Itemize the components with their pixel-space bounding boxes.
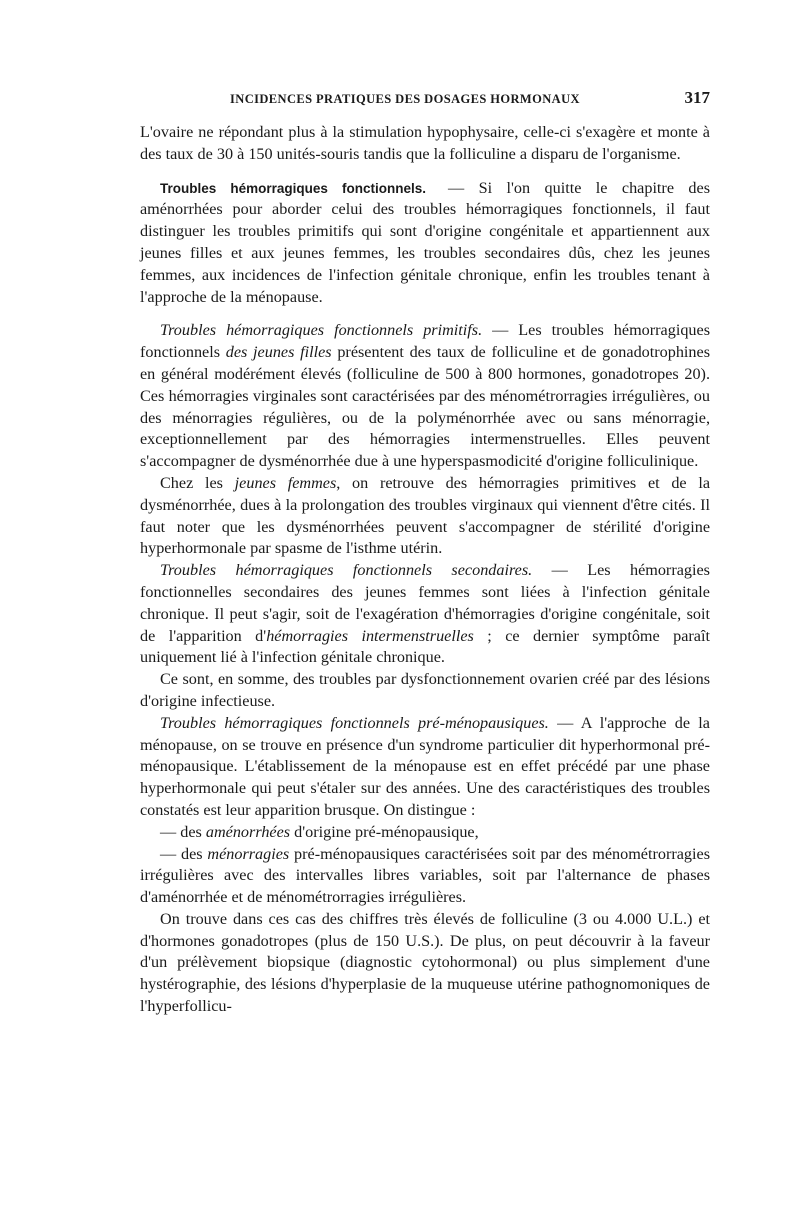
emphasis: ménorragies <box>207 844 290 863</box>
paragraph-text: — A l'approche de la ménopause, on se trouve en présence d'un syndrome particulier dit hyperhormonal pré-ménopausique. L'établissement de la ménopause est en effet précédé par une phase hyperhormonale qui peut s'étaler sur des années. Une des caractéristiques des troubles constatés est leur apparition brusque. On distingue : <box>140 713 710 819</box>
paragraph-secondary-troubles <box>140 560 710 669</box>
subsection-heading: Troubles hémorragiques fonctionnels pré-ménopausiques. <box>160 713 549 732</box>
emphasis: des jeunes filles <box>225 343 332 362</box>
section-heading: Troubles hémorragiques fonctionnels. <box>160 180 427 196</box>
list-item-menorrhagia <box>140 844 710 909</box>
paragraph-functional-hemorrhagic-troubles <box>140 178 710 309</box>
paragraph-text: — Les hémorragies fonctionnelles secondaires des jeunes femmes sont liées à l'infection génitale chronique. Il peut s'agir, soit de l'exagération d'hémorragies d'origine congénitale, soit de l'apparition d' <box>140 561 710 645</box>
paragraph-text: L'ovaire ne répondant plus à la stimulation hypophysaire, celle-ci s'exagère et monte à des taux de 30 à 150 unités-souris tandis que la folliculine a disparu de l'organisme. <box>140 123 710 163</box>
list-text: — des <box>160 822 206 841</box>
paragraph-young-women <box>140 473 710 560</box>
paragraph-text: — Si l'on quitte le chapitre des aménorrhées pour aborder celui des troubles hémorragiques fonctionnels, il faut distinguer les troubles primitifs qui sont d'origine congénitale et appartiennent aux jeunes filles et aux jeunes femmes, les troubles secondaires dûs, chez les jeunes femmes, aux incidences de l'infection génitale chronique, enfin les troubles tenant à l'approche de la ménopause. <box>140 178 710 306</box>
paragraph-text: présentent des taux de folliculine et de gonadotrophines en général modérément élevés (folliculine de 500 à 800 hormones, gonadotropes 20). Ces hémorragies virginales sont caractérisées par des ménométrorragies irrégulières, ou des ménorragies régulières, ou de la polyménorrhée avec ou sans ménorragie, exceptionnellement par des hémorragies intermenstruelles. Elles peuvent s'accompagner de dysménorrhée due à une hyperspasmodicité d'origine folliculinique. <box>140 343 711 471</box>
paragraph-text: Ce sont, en somme, des troubles par dysfonctionnement ovarien créé par des lésions d'origine infectieuse. <box>140 670 710 710</box>
paragraph-primitive-troubles <box>140 320 710 473</box>
page-header <box>140 88 710 112</box>
paragraph-text: Chez les <box>160 473 235 492</box>
page-body <box>140 122 710 1018</box>
emphasis: jeunes femmes <box>234 473 337 492</box>
emphasis: aménorrhées <box>205 822 291 841</box>
subsection-heading: Troubles hémorragiques fonctionnels secondaires. <box>160 561 533 580</box>
emphasis: hémorragies intermenstruelles <box>266 626 474 645</box>
paragraph-summary <box>140 669 710 713</box>
paragraph-ovary <box>140 122 710 166</box>
paragraph-text: — Les troubles hémorragiques fonctionnels <box>140 321 711 362</box>
subsection-heading: Troubles hémorragiques fonctionnels primitifs. <box>160 321 483 340</box>
running-head: INCIDENCES PRATIQUES DES DOSAGES HORMONAUX <box>230 92 580 106</box>
list-text: d'origine pré-ménopausique, <box>290 822 479 841</box>
list-item-amenorrhea <box>140 822 710 844</box>
list-text: — des <box>160 844 208 863</box>
page-number: 317 <box>684 88 710 107</box>
list-text: pré-ménopausiques caractérisées soit par des ménométrorragies irrégulières avec des intervalles libres variables, soit par l'alternance de phases d'aménorrhée et de ménométrorragies irrégulières. <box>140 844 711 907</box>
paragraph-text: , on retrouve des hémorragies primitives et de la dysménorrhée, dues à la prolongation des troubles virginaux qui viennent d'être cités. Il faut noter que les dysménorrhées peuvent s'accompagner de stérilité d'origine hyperhormonale par spasme de l'isthme utérin. <box>140 473 711 558</box>
paragraph-text: ; ce dernier symptôme paraît uniquement lié à l'infection génitale chronique. <box>140 626 710 667</box>
paragraph-findings <box>140 909 710 1018</box>
paragraph-premenopausal-troubles <box>140 713 710 822</box>
paragraph-text: On trouve dans ces cas des chiffres très élevés de folliculine (3 ou 4.000 U.L.) et d'hormones gonadotropes (plus de 150 U.S.). De plus, on peut découvrir à la faveur d'un prélèvement biopsique (diagnostic cytohormonal) ou plus simplement d'une hystérographie, des lésions d'hyperplasie de la muqueuse utérine pathognomoniques de l'hyperfollicu- <box>140 909 710 1016</box>
